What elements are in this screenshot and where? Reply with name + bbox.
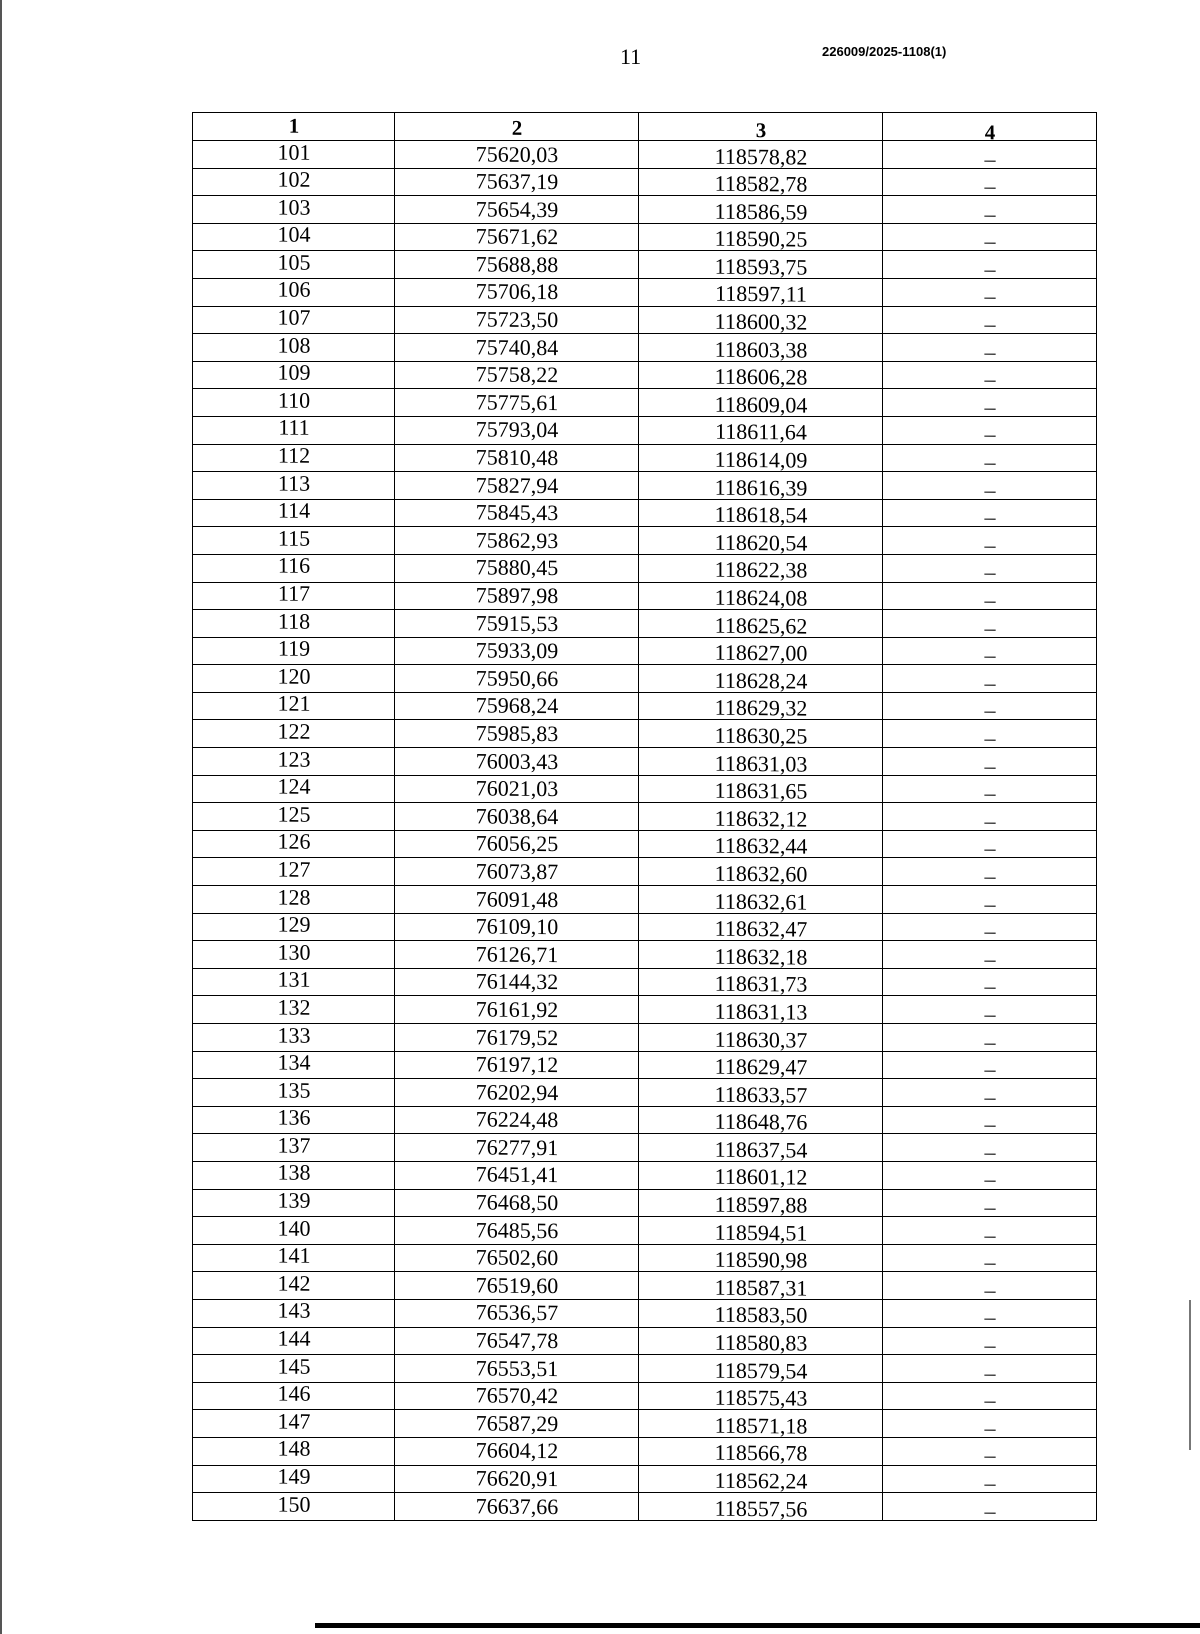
y-coordinate-cell: 118582,78 xyxy=(639,168,883,198)
table-body xyxy=(193,139,1097,1524)
point-number-cell: 109 xyxy=(193,357,395,387)
point-number-cell: 147 xyxy=(193,1405,395,1435)
note-cell: – xyxy=(883,391,1097,421)
x-coordinate-cell: 76620,91 xyxy=(395,1463,639,1493)
note-cell: – xyxy=(883,1412,1097,1442)
column-header: 1 xyxy=(193,108,395,138)
note-cell: – xyxy=(883,446,1097,476)
point-number-cell: 124 xyxy=(193,771,395,801)
page-number: 11 xyxy=(620,44,642,69)
x-coordinate-cell: 76202,94 xyxy=(395,1076,639,1106)
note-cell: – xyxy=(883,364,1097,394)
note-cell: – xyxy=(883,943,1097,973)
x-coordinate-cell: 75950,66 xyxy=(395,662,639,692)
x-coordinate-cell: 75758,22 xyxy=(395,359,639,389)
point-number-cell: 127 xyxy=(193,854,395,884)
x-coordinate-cell: 75933,09 xyxy=(395,635,639,665)
y-coordinate-cell: 118609,04 xyxy=(639,389,883,419)
note-cell: – xyxy=(883,1357,1097,1387)
note-cell: – xyxy=(883,198,1097,228)
point-number-cell: 106 xyxy=(193,274,395,304)
x-coordinate-cell: 75688,88 xyxy=(395,248,639,278)
point-number-cell: 103 xyxy=(193,191,395,221)
note-cell: – xyxy=(883,722,1097,752)
x-coordinate-cell: 75637,19 xyxy=(395,166,639,196)
y-coordinate-cell: 118616,39 xyxy=(639,472,883,502)
point-number-cell: 149 xyxy=(193,1461,395,1491)
x-coordinate-cell: 76570,42 xyxy=(395,1380,639,1410)
y-coordinate-cell: 118600,32 xyxy=(639,306,883,336)
note-cell: – xyxy=(883,639,1097,669)
point-number-cell: 141 xyxy=(193,1240,395,1270)
note-cell: – xyxy=(883,1109,1097,1139)
y-coordinate-cell: 118632,47 xyxy=(639,913,883,943)
point-number-cell: 133 xyxy=(193,1019,395,1049)
note-cell: – xyxy=(883,502,1097,532)
y-coordinate-cell: 118611,64 xyxy=(639,416,883,446)
note-cell: – xyxy=(883,226,1097,256)
note-cell: – xyxy=(883,1164,1097,1194)
y-coordinate-cell: 118614,09 xyxy=(639,444,883,474)
y-coordinate-cell: 118590,98 xyxy=(639,1244,883,1274)
note-cell: – xyxy=(883,915,1097,945)
coordinates-table xyxy=(192,112,1097,1524)
note-cell: – xyxy=(883,695,1097,725)
note-cell: – xyxy=(883,1302,1097,1332)
x-coordinate-cell: 76451,41 xyxy=(395,1159,639,1189)
y-coordinate-cell: 118648,76 xyxy=(639,1106,883,1136)
y-coordinate-cell: 118586,59 xyxy=(639,196,883,226)
y-coordinate-cell: 118629,47 xyxy=(639,1051,883,1081)
x-coordinate-cell: 75968,24 xyxy=(395,690,639,720)
point-number-cell: 119 xyxy=(193,633,395,663)
note-cell: – xyxy=(883,998,1097,1028)
y-coordinate-cell: 118624,08 xyxy=(639,582,883,612)
x-coordinate-cell: 76468,50 xyxy=(395,1187,639,1217)
column-header: 2 xyxy=(395,110,639,140)
x-coordinate-cell: 76073,87 xyxy=(395,856,639,886)
x-coordinate-cell: 76179,52 xyxy=(395,1021,639,1051)
note-cell: – xyxy=(883,1053,1097,1083)
point-number-cell: 105 xyxy=(193,247,395,277)
y-coordinate-cell: 118622,38 xyxy=(639,554,883,584)
x-coordinate-cell: 76553,51 xyxy=(395,1352,639,1382)
document-id: 226009/2025-1108(1) xyxy=(822,44,947,59)
x-coordinate-cell: 76536,57 xyxy=(395,1297,639,1327)
point-number-cell: 128 xyxy=(193,881,395,911)
y-coordinate-cell: 118597,88 xyxy=(639,1189,883,1219)
y-coordinate-cell: 118630,25 xyxy=(639,720,883,750)
note-cell: – xyxy=(883,1026,1097,1056)
y-coordinate-cell: 118575,43 xyxy=(639,1382,883,1412)
x-coordinate-cell: 76003,43 xyxy=(395,745,639,775)
y-coordinate-cell: 118603,38 xyxy=(639,334,883,364)
note-cell: – xyxy=(883,1329,1097,1359)
x-coordinate-cell: 76502,60 xyxy=(395,1242,639,1272)
scan-right-edge xyxy=(1189,1300,1191,1450)
note-cell: – xyxy=(883,1219,1097,1249)
y-coordinate-cell: 118632,60 xyxy=(639,858,883,888)
x-coordinate-cell: 76604,12 xyxy=(395,1435,639,1465)
note-cell: – xyxy=(883,419,1097,449)
point-number-cell: 115 xyxy=(193,522,395,552)
y-coordinate-cell: 118562,24 xyxy=(639,1465,883,1495)
x-coordinate-cell: 76126,71 xyxy=(395,938,639,968)
point-number-cell: 122 xyxy=(193,716,395,746)
x-coordinate-cell: 76197,12 xyxy=(395,1049,639,1079)
point-number-cell: 118 xyxy=(193,605,395,635)
note-cell: – xyxy=(883,529,1097,559)
point-number-cell: 142 xyxy=(193,1268,395,1298)
x-coordinate-cell: 75740,84 xyxy=(395,331,639,361)
y-coordinate-cell: 118632,18 xyxy=(639,941,883,971)
x-coordinate-cell: 76277,91 xyxy=(395,1131,639,1161)
x-coordinate-cell: 75862,93 xyxy=(395,524,639,554)
y-coordinate-cell: 118631,73 xyxy=(639,968,883,998)
note-cell: – xyxy=(883,1191,1097,1221)
x-coordinate-cell: 75706,18 xyxy=(395,276,639,306)
point-number-cell: 130 xyxy=(193,936,395,966)
point-number-cell: 107 xyxy=(193,302,395,332)
y-coordinate-cell: 118590,25 xyxy=(639,223,883,253)
note-cell: – xyxy=(883,253,1097,283)
x-coordinate-cell: 76021,03 xyxy=(395,773,639,803)
y-coordinate-cell: 118566,78 xyxy=(639,1437,883,1467)
note-cell: – xyxy=(883,584,1097,614)
x-coordinate-cell: 76144,32 xyxy=(395,966,639,996)
point-number-cell: 143 xyxy=(193,1295,395,1325)
point-number-cell: 129 xyxy=(193,909,395,939)
x-coordinate-cell: 75723,50 xyxy=(395,304,639,334)
bottom-rule xyxy=(315,1623,1200,1628)
y-coordinate-cell: 118571,18 xyxy=(639,1410,883,1440)
note-cell: – xyxy=(883,833,1097,863)
x-coordinate-cell: 75775,61 xyxy=(395,386,639,416)
point-number-cell: 134 xyxy=(193,1047,395,1077)
column-header: 4 xyxy=(883,115,1097,145)
point-number-cell: 102 xyxy=(193,164,395,194)
x-coordinate-cell: 75897,98 xyxy=(395,580,639,610)
point-number-cell: 145 xyxy=(193,1350,395,1380)
point-number-cell: 135 xyxy=(193,1074,395,1104)
y-coordinate-cell: 118632,12 xyxy=(639,803,883,833)
x-coordinate-cell: 76587,29 xyxy=(395,1407,639,1437)
point-number-cell: 114 xyxy=(193,495,395,525)
note-cell: – xyxy=(883,1385,1097,1415)
y-coordinate-cell: 118583,50 xyxy=(639,1299,883,1329)
x-coordinate-cell: 76056,25 xyxy=(395,828,639,858)
point-number-cell: 108 xyxy=(193,329,395,359)
x-coordinate-cell: 75620,03 xyxy=(395,138,639,168)
x-coordinate-cell: 76547,78 xyxy=(395,1325,639,1355)
point-number-cell: 138 xyxy=(193,1157,395,1187)
x-coordinate-cell: 75654,39 xyxy=(395,193,639,223)
point-number-cell: 116 xyxy=(193,550,395,580)
point-number-cell: 117 xyxy=(193,578,395,608)
y-coordinate-cell: 118601,12 xyxy=(639,1161,883,1191)
y-coordinate-cell: 118632,44 xyxy=(639,830,883,860)
note-cell: – xyxy=(883,1440,1097,1470)
note-cell: – xyxy=(883,281,1097,311)
point-number-cell: 131 xyxy=(193,964,395,994)
x-coordinate-cell: 75880,45 xyxy=(395,552,639,582)
scan-left-edge xyxy=(0,0,2,1634)
point-number-cell: 140 xyxy=(193,1212,395,1242)
note-cell: – xyxy=(883,777,1097,807)
y-coordinate-cell: 118625,62 xyxy=(639,610,883,640)
x-coordinate-cell: 76161,92 xyxy=(395,994,639,1024)
note-cell: – xyxy=(883,1081,1097,1111)
point-number-cell: 110 xyxy=(193,385,395,415)
point-number-cell: 121 xyxy=(193,688,395,718)
x-coordinate-cell: 76637,66 xyxy=(395,1490,639,1520)
y-coordinate-cell: 118579,54 xyxy=(639,1355,883,1385)
y-coordinate-cell: 118606,28 xyxy=(639,361,883,391)
y-coordinate-cell: 118593,75 xyxy=(639,251,883,281)
y-coordinate-cell: 118631,03 xyxy=(639,748,883,778)
y-coordinate-cell: 118629,32 xyxy=(639,692,883,722)
note-cell: – xyxy=(883,971,1097,1001)
point-number-cell: 139 xyxy=(193,1185,395,1215)
point-number-cell: 148 xyxy=(193,1433,395,1463)
x-coordinate-cell: 75915,53 xyxy=(395,607,639,637)
note-cell: – xyxy=(883,1247,1097,1277)
note-cell: – xyxy=(883,750,1097,780)
x-coordinate-cell: 75671,62 xyxy=(395,221,639,251)
note-cell: – xyxy=(883,474,1097,504)
point-number-cell: 126 xyxy=(193,826,395,856)
y-coordinate-cell: 118633,57 xyxy=(639,1079,883,1109)
note-cell: – xyxy=(883,1136,1097,1166)
point-number-cell: 123 xyxy=(193,743,395,773)
y-coordinate-cell: 118631,13 xyxy=(639,996,883,1026)
y-coordinate-cell: 118557,56 xyxy=(639,1493,883,1523)
y-coordinate-cell: 118637,54 xyxy=(639,1134,883,1164)
x-coordinate-cell: 76519,60 xyxy=(395,1269,639,1299)
x-coordinate-cell: 75985,83 xyxy=(395,718,639,748)
y-coordinate-cell: 118597,11 xyxy=(639,278,883,308)
note-cell: – xyxy=(883,612,1097,642)
y-coordinate-cell: 118620,54 xyxy=(639,527,883,557)
point-number-cell: 132 xyxy=(193,992,395,1022)
point-number-cell: 137 xyxy=(193,1130,395,1160)
x-coordinate-cell: 76109,10 xyxy=(395,911,639,941)
note-cell: – xyxy=(883,1467,1097,1497)
y-coordinate-cell: 118630,37 xyxy=(639,1023,883,1053)
point-number-cell: 150 xyxy=(193,1488,395,1518)
note-cell: – xyxy=(883,557,1097,587)
y-coordinate-cell: 118618,54 xyxy=(639,499,883,529)
x-coordinate-cell: 75827,94 xyxy=(395,469,639,499)
point-number-cell: 144 xyxy=(193,1323,395,1353)
point-number-cell: 112 xyxy=(193,440,395,470)
point-number-cell: 113 xyxy=(193,467,395,497)
note-cell: – xyxy=(883,308,1097,338)
y-coordinate-cell: 118631,65 xyxy=(639,775,883,805)
note-cell: – xyxy=(883,860,1097,890)
point-number-cell: 125 xyxy=(193,798,395,828)
point-number-cell: 146 xyxy=(193,1378,395,1408)
y-coordinate-cell: 118580,83 xyxy=(639,1327,883,1357)
y-coordinate-cell: 118632,61 xyxy=(639,885,883,915)
note-cell: – xyxy=(883,805,1097,835)
x-coordinate-cell: 76091,48 xyxy=(395,883,639,913)
x-coordinate-cell: 75810,48 xyxy=(395,442,639,472)
note-cell: – xyxy=(883,336,1097,366)
note-cell: – xyxy=(883,143,1097,173)
y-coordinate-cell: 118578,82 xyxy=(639,140,883,170)
y-coordinate-cell: 118587,31 xyxy=(639,1272,883,1302)
x-coordinate-cell: 75845,43 xyxy=(395,497,639,527)
y-coordinate-cell: 118594,51 xyxy=(639,1217,883,1247)
point-number-cell: 111 xyxy=(193,412,395,442)
point-number-cell: 104 xyxy=(193,219,395,249)
y-coordinate-cell: 118628,24 xyxy=(639,665,883,695)
x-coordinate-cell: 76224,48 xyxy=(395,1104,639,1134)
note-cell: – xyxy=(883,888,1097,918)
x-coordinate-cell: 75793,04 xyxy=(395,414,639,444)
x-coordinate-cell: 76485,56 xyxy=(395,1214,639,1244)
point-number-cell: 136 xyxy=(193,1102,395,1132)
x-coordinate-cell: 76038,64 xyxy=(395,800,639,830)
point-number-cell: 101 xyxy=(193,136,395,166)
column-header: 3 xyxy=(639,112,883,142)
note-cell: – xyxy=(883,170,1097,200)
y-coordinate-cell: 118627,00 xyxy=(639,637,883,667)
note-cell: – xyxy=(883,1274,1097,1304)
note-cell: – xyxy=(883,1495,1097,1525)
note-cell: – xyxy=(883,667,1097,697)
point-number-cell: 120 xyxy=(193,660,395,690)
